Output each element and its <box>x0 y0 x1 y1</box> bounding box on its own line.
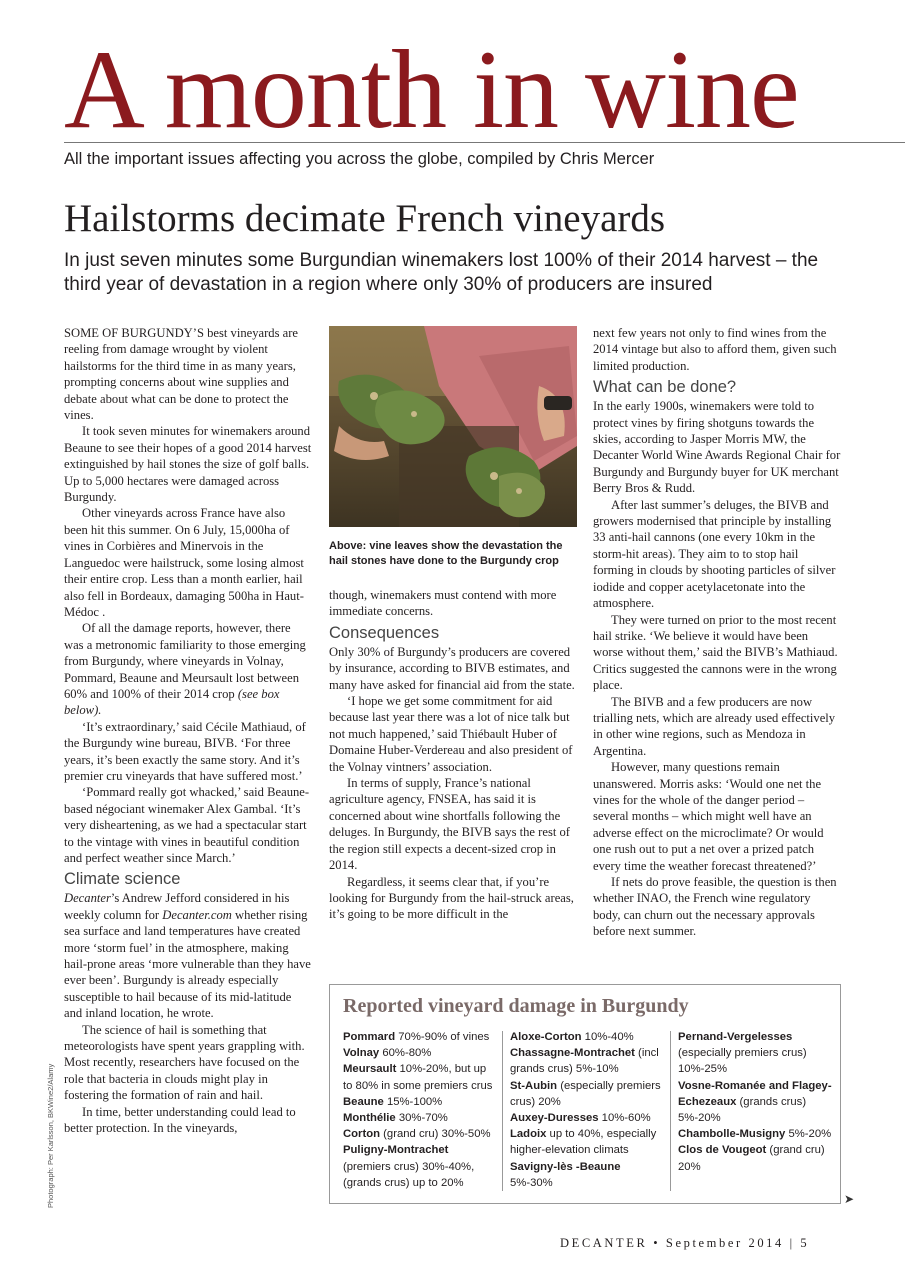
damage-entry <box>343 1142 498 1191</box>
damage-detail: 10%-20%, but up to 80% in some premiers crus <box>343 1063 493 1092</box>
region-name: Meursault <box>343 1063 397 1076</box>
paragraph-text: ’s Andrew Jefford considered in his weekly column for <box>64 891 290 922</box>
subheading-what-can-be-done: What can be done? <box>593 378 737 397</box>
damage-entry <box>343 1045 498 1061</box>
paragraph: After last summer’s deluges, the BIVB and growers modernised that principle by installing 33 anti-hail cannons (one every 10km in the storm-hit areas). They aim to to stop hail forming in clouds by shooting particles of silver iodide and copper acetylacetonate into the atmosphere. <box>593 497 836 611</box>
damage-entry <box>343 1029 498 1045</box>
damage-entry <box>510 1029 666 1045</box>
article-standfirst: In just seven minutes some Burgundian winemakers lost 100% of their 2014 harvest – the third year of devastation in a region where only 30% of producers are insured <box>64 250 819 295</box>
paragraph: ‘Pommard really got whacked,’ said Beaune-based négociant winemaker Alex Gambal. ‘It’s very disheartening, as we had a spectacular start to the vintage with vines in beautiful condition and perfect weather since March.’ <box>64 785 310 865</box>
paragraph: SOME OF BURGUNDY’S best vineyards are reeling from damage wrought by violent hailstorms for the third time in as many years, prompting concerns about wine supplies and debate about what can be done to protect the vines. <box>64 326 299 423</box>
paragraph: Other vineyards across France have also been hit this summer. On 6 July, 15,000ha of vines in Corbières and Minervois in the Languedoc were hailstruck, some losing almost their entire crop. Less than a month earlier, hail also fell in Bordeaux, damaging 500ha in Haut-Médoc . <box>64 506 304 619</box>
damage-column-2 <box>510 1029 666 1191</box>
vine-leaves-photo <box>329 326 577 527</box>
damage-detail: (grand cru) 30%-50% <box>380 1128 491 1141</box>
article-column-3 <box>593 325 841 940</box>
damage-detail: 10%-40% <box>581 1031 634 1043</box>
damage-detail: 70%-90% of vines <box>395 1031 490 1043</box>
region-name: Ladoix <box>510 1128 547 1141</box>
region-name: Chambolle-Musigny <box>678 1128 786 1141</box>
damage-entry <box>678 1078 834 1127</box>
paragraph: However, many questions remain unanswered. Morris asks: ‘Would one net the vines for the whole of the danger period – several months – which might well have an adverse effect on the microclimate? Or would one rush out to put a net over a prized patch every time the weather forecast threatened?’ <box>593 760 824 873</box>
region-name: Corton <box>343 1128 381 1141</box>
column-divider <box>670 1031 671 1191</box>
region-name: Clos de Vougeot <box>678 1144 767 1157</box>
masthead-title: A month in wine <box>64 28 799 152</box>
damage-detail: (incl grands crus) 5%-10% <box>510 1047 659 1076</box>
region-name: Puligny-Montrachet <box>343 1144 449 1157</box>
article-column-1 <box>64 325 312 1137</box>
damage-detail: 10%-60% <box>598 1112 651 1125</box>
article-column-2 <box>329 587 577 923</box>
region-name: Monthélie <box>343 1112 396 1125</box>
damage-detail: (especially premiers crus) 10%-25% <box>678 1047 807 1076</box>
paragraph: though, winemakers must contend with more immediate concerns. <box>329 588 557 619</box>
region-name: Chassagne-Montrachet <box>510 1047 635 1060</box>
damage-entry <box>343 1094 498 1110</box>
masthead-rule <box>64 142 905 143</box>
damage-detail: 5%-20% <box>785 1128 832 1141</box>
damage-entry <box>678 1029 834 1078</box>
paragraph: The science of hail is something that meteorologists have spent years grappling with. Most recently, researchers have focused on the role that bacteria in clouds might play in fostering the formation of rain and hail. <box>64 1022 305 1103</box>
region-name: Pernand-Vergelesses <box>678 1031 793 1043</box>
paragraph-text: whether rising sea surface and land temperatures have created more ‘storm fuel’ in the atmosphere, making hail-prone areas ‘more vulnerable than they have ever been’. Burgundy is already especially susceptible to hail because of its mid-latitude and inland location, he wrote. <box>64 907 311 1021</box>
damage-box-title: Reported vineyard damage in Burgundy <box>343 995 689 1017</box>
paragraph: ‘I hope we get some commitment for aid because last year there was a lot of nice talk but not much happened,’ said Thiébault Huber of Domaine Huber-Verdereau and also president of the Volnay vintners’ association. <box>329 694 573 774</box>
damage-entry <box>510 1110 666 1126</box>
paragraph: They were turned on prior to the most recent hail strike. ‘We believe it would have been worse without them,’ said the BIVB’s Mathiaud. Critics suggested the cannons were in the wrong place. <box>593 612 838 693</box>
article-headline: Hailstorms decimate French vineyards <box>64 197 666 240</box>
damage-entry <box>678 1142 834 1174</box>
subheading-climate-science: Climate science <box>64 870 181 889</box>
damage-entry <box>343 1110 498 1126</box>
damage-entry <box>510 1159 666 1191</box>
damage-detail: up to 40%, especially higher-elevation climats <box>510 1128 657 1157</box>
damage-detail: 5%-30% <box>510 1176 553 1189</box>
region-name: Aloxe-Corton <box>510 1031 582 1043</box>
region-name: Pommard <box>343 1031 396 1043</box>
paragraph-text: Of all the damage reports, however, there was a metronomic familiarity to those emerging from Burgundy, where vineyards in Volnay, Pommard, Beaune and Meursault lost between 60% and 100% of their 2014 crop <box>64 621 306 701</box>
region-name: Volnay <box>343 1047 380 1060</box>
paragraph: It took seven minutes for winemakers around Beaune to see their hopes of a good 2014 harvest extinguished by hail stones the size of golf balls. Up to 5,000 hectares were damaged across Burgundy. <box>64 424 312 505</box>
box-reference: (see box below). <box>64 686 280 718</box>
paragraph: In terms of supply, France’s national agriculture agency, FNSEA, has said it is concerned about wine shortfalls following the deluges. In Burgundy, the BIVB says the rest of the region still expects a decent-sized crop in 2014. <box>329 776 570 873</box>
paragraph <box>64 890 312 1021</box>
damage-detail: (especially premiers crus) 20% <box>510 1079 661 1108</box>
paragraph: ‘It’s extraordinary,’ said Cécile Mathiaud, of the Burgundy wine bureau, BIVB. ‘For three years, it’s been exactly the same story. And it’s premier cru vineyards that have suffered most.’ <box>64 719 306 783</box>
damage-detail: 15%-100% <box>383 1095 443 1108</box>
damage-detail: 30%-70% <box>395 1112 448 1125</box>
damage-detail: (premiers crus) 30%-40%, (grands crus) up to 20% <box>343 1160 475 1189</box>
region-name: Auxey-Duresses <box>510 1112 599 1125</box>
website-name: Decanter.com <box>162 907 232 922</box>
publication-name: Decanter <box>64 891 111 906</box>
paragraph: In time, better understanding could lead to better protection. In the vineyards, <box>64 1104 296 1136</box>
paragraph: next few years not only to find wines from the 2014 vintage but also to afford them, given such limited production. <box>593 326 837 373</box>
photo-credit: Photograph: Per Karlsson, BKWine2/Alamy <box>46 1063 55 1208</box>
paragraph: Regardless, it seems clear that, if you’re looking for Burgundy from the hail-struck areas, it’s going to be more difficult in the <box>329 874 574 922</box>
damage-entry <box>510 1045 666 1077</box>
photo-caption: Above: vine leaves show the devastation the hail stones have done to the Burgundy crop <box>329 540 563 567</box>
damage-entry <box>510 1078 666 1110</box>
damage-column-1 <box>343 1029 498 1191</box>
damage-entry <box>510 1126 666 1158</box>
paragraph: If nets do prove feasible, the question is then whether INAO, the French wine regulatory body, can churn out the necessary approvals before next summer. <box>593 875 837 939</box>
damage-entry <box>343 1061 498 1093</box>
column-divider <box>502 1031 503 1191</box>
continue-arrow-icon: ➤ <box>844 1192 855 1206</box>
damage-detail: (grands crus) 5%-20% <box>678 1095 807 1125</box>
paragraph: In the early 1900s, winemakers were told to protect vines by firing shotguns towards the skies, according to Jasper Morris MW, the Decanter World Wine Awards Regional Chair for Burgundy and Burgundy buyer for UK merchant Berry Bros & Rudd. <box>593 399 841 496</box>
damage-entry <box>678 1126 834 1142</box>
region-name: St-Aubin <box>510 1079 558 1092</box>
damage-column-3 <box>678 1029 834 1175</box>
damage-detail: (grand cru) 20% <box>678 1144 825 1173</box>
paragraph <box>64 620 312 718</box>
paragraph: The BIVB and a few producers are now trialling nets, which are already used effectively in other wine regions, such as Mendoza in Argentina. <box>593 694 836 758</box>
damage-report-box <box>329 984 841 1204</box>
damage-entry <box>343 1126 498 1142</box>
paragraph: Only 30% of Burgundy’s producers are covered by insurance, according to BIVB estimates, and many have asked for financial aid from the state. <box>329 644 575 692</box>
damage-detail: 60%-80% <box>379 1047 432 1060</box>
photo-illustration <box>329 326 577 527</box>
subheading-consequences: Consequences <box>329 623 440 642</box>
masthead-subtitle: All the important issues affecting you across the globe, compiled by Chris Mercer <box>64 150 655 168</box>
region-name: Vosne-Romanée and Flagey-Echezeaux <box>678 1079 832 1108</box>
page-folio: DECANTER • September 2014 | 5 <box>560 1236 810 1250</box>
region-name: Savigny-lès -Beaune <box>510 1160 621 1173</box>
region-name: Beaune <box>343 1095 384 1108</box>
